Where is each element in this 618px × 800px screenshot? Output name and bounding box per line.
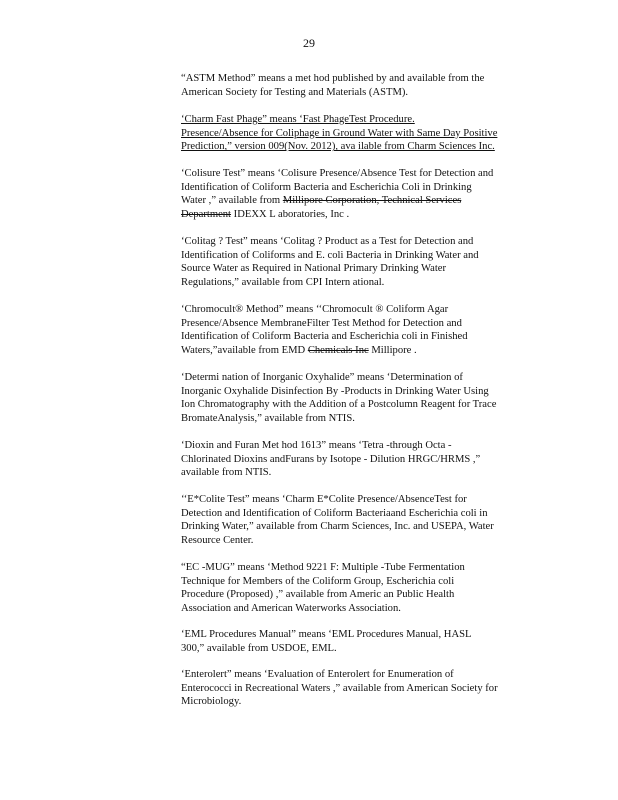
text-line: Identification of Coliforms and E. coli Bacteria in Drinking Water and — [181, 249, 479, 261]
definition-e-colite-test — [181, 493, 539, 548]
definition-dioxin-furan-method — [181, 439, 539, 480]
text-line: Presence/Absence MembraneFilter Test Method for Detection and — [181, 317, 462, 329]
page-number: 29 — [303, 36, 315, 50]
text-line — [181, 208, 539, 222]
definition-colitag-test — [181, 235, 539, 290]
underlined-text-line: ‘Charm Fast Phage” means ‘Fast PhageTest Procedure. — [181, 114, 415, 125]
text-line: 300,” available from USDOE, EML. — [181, 642, 337, 654]
definition-ec-mug — [181, 561, 539, 616]
definition-inorganic-oxyhalide — [181, 371, 539, 426]
definition-chromocult-method — [181, 303, 539, 358]
text-line: “ASTM Method” means a met hod published by and available from the — [181, 73, 485, 84]
text-line: Enterococci in Recreational Waters ,” available from American Society for — [181, 682, 498, 694]
text-fragment: Water ,” available from — [181, 195, 283, 207]
definition-enterolert — [181, 668, 539, 709]
definition-colisure-test — [181, 167, 539, 222]
text-line: Technique for Members of the Coliform Group, Escherichia coli — [181, 575, 455, 587]
text-line: Detection and Identification of Coliform Bacteriaand Escherichia coli in — [181, 507, 488, 519]
text-line: ‘EML Procedures Manual” means ‘EML Procedures Manual, HASL — [181, 629, 472, 640]
text-line: ‘Determi nation of Inorganic Oxyhalide” means ‘Determination of — [181, 372, 463, 383]
underlined-text-line: Prediction,” version 009(Nov. 2012), ava ilable from Charm Sciences Inc. — [181, 141, 495, 153]
text-line: “EC -MUG” means ‘Method 9221 F: Multiple -Tube Fermentation — [181, 562, 465, 573]
text-line: BromateAnalysis,” available from NTIS. — [181, 413, 355, 425]
text-line: Identification of Coliform Bacteria and Escherichia Coli in Drinking — [181, 181, 472, 193]
text-fragment: IDEXX L aboratories, Inc . — [231, 209, 350, 221]
definition-astm-method — [181, 72, 539, 99]
text-fragment: Waters,”available from EMD — [181, 345, 308, 357]
text-line: ‘Colisure Test” means ‘Colisure Presence/Absence Test for Detection and — [181, 168, 494, 179]
underlined-text-line: Presence/Absence for Coliphage in Ground Water with Same Day Positive — [181, 127, 498, 139]
text-line: Drinking Water,” available from Charm Sciences, Inc. and USEPA, Water — [181, 521, 494, 533]
definition-charm-fast-phage — [181, 113, 539, 154]
text-line: Microbiology. — [181, 696, 242, 708]
text-line: ‘Enterolert” means ‘Evaluation of Enterolert for Enumeration of — [181, 669, 454, 680]
text-line: Association and American Waterworks Association. — [181, 603, 401, 615]
text-fragment: Millipore . — [368, 345, 417, 357]
text-line: available from NTIS. — [181, 467, 272, 479]
text-line: Source Water as Required in National Primary Drinking Water — [181, 263, 447, 275]
struck-text: Chemicals Inc — [307, 345, 369, 357]
text-line: ‘Chromocult® Method” means ‘‘Chromocult ® Coliform Agar — [181, 304, 449, 315]
text-line: Resource Center. — [181, 535, 254, 547]
text-line: ‘Dioxin and Furan Met hod 1613” means ‘Tetra -through Octa - — [181, 440, 452, 451]
text-line — [181, 194, 539, 208]
text-line: ‘Colitag ? Test” means ‘Colitag ? Product as a Test for Detection and — [181, 236, 474, 247]
text-line: Ion Chromatography with the Addition of a Postcolumn Reagent for Trace — [181, 399, 497, 411]
text-line — [181, 344, 539, 358]
text-line: Chlorinated Dioxins andFurans by Isotope - Dilution HRGC/HRMS ,” — [181, 453, 481, 465]
struck-text: Department — [181, 209, 232, 221]
definition-eml-procedures-manual — [181, 628, 539, 655]
text-line: Inorganic Oxyhalide Disinfection By -Products in Drinking Water Using — [181, 385, 489, 397]
text-line: ‘‘E*Colite Test” means ‘Charm E*Colite Presence/AbsenceTest for — [181, 494, 467, 505]
struck-text: Millipore Corporation, Technical Services — [282, 195, 462, 207]
text-line: Procedure (Proposed) ,” available from Americ an Public Health — [181, 589, 455, 601]
text-line: American Society for Testing and Materials (ASTM). — [181, 86, 409, 98]
text-line: Identification of Coliform Bacteria and Escherichia coli in Finished — [181, 331, 468, 343]
text-line: Regulations,” available from CPI Intern ational. — [181, 277, 385, 289]
